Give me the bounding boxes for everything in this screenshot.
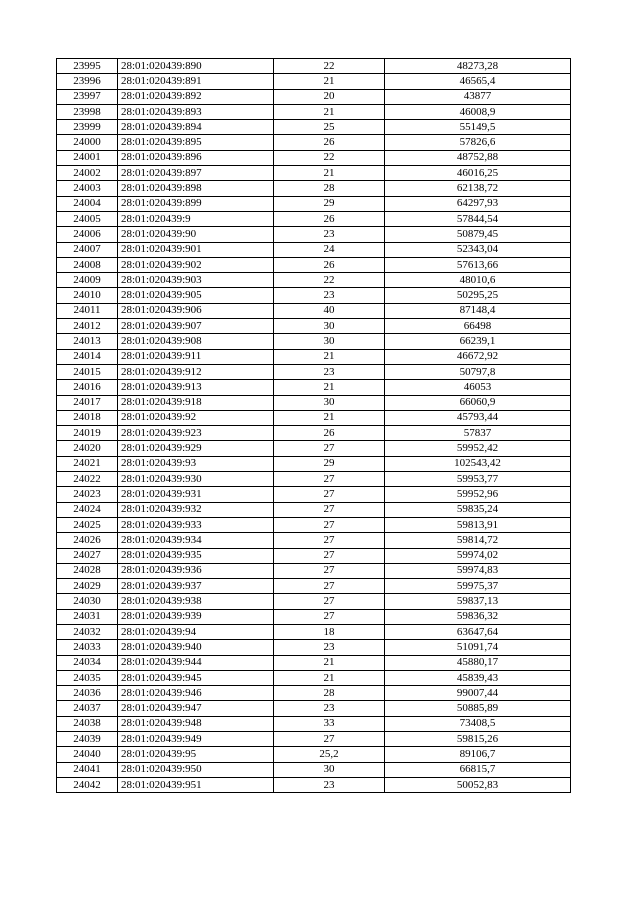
quantity-cell: 23 [274, 227, 385, 242]
row-number-cell: 24039 [57, 732, 118, 747]
table-row [57, 487, 571, 502]
table-row [57, 242, 571, 257]
value-cell: 45880,17 [385, 655, 571, 670]
row-number-cell: 24007 [57, 242, 118, 257]
cadastral-number-cell: 28:01:020439:895 [118, 135, 274, 150]
row-number-cell: 24008 [57, 257, 118, 272]
table-row [57, 319, 571, 334]
quantity-cell: 23 [274, 777, 385, 792]
cadastral-number-cell: 28:01:020439:899 [118, 196, 274, 211]
value-cell: 55149,5 [385, 120, 571, 135]
value-cell: 50797,8 [385, 364, 571, 379]
value-cell: 43877 [385, 89, 571, 104]
value-cell: 57826,6 [385, 135, 571, 150]
row-number-cell: 24002 [57, 166, 118, 181]
table-row [57, 74, 571, 89]
quantity-cell: 30 [274, 334, 385, 349]
value-cell: 59836,32 [385, 609, 571, 624]
value-cell: 59974,02 [385, 548, 571, 563]
value-cell: 59975,37 [385, 579, 571, 594]
table-row [57, 380, 571, 395]
quantity-cell: 22 [274, 273, 385, 288]
cadastral-number-cell: 28:01:020439:912 [118, 364, 274, 379]
cadastral-number-cell: 28:01:020439:913 [118, 380, 274, 395]
cadastral-number-cell: 28:01:020439:938 [118, 594, 274, 609]
row-number-cell: 23996 [57, 74, 118, 89]
value-cell: 64297,93 [385, 196, 571, 211]
value-cell: 51091,74 [385, 640, 571, 655]
value-cell: 59814,72 [385, 533, 571, 548]
cadastral-number-cell: 28:01:020439:907 [118, 319, 274, 334]
cadastral-number-cell: 28:01:020439:92 [118, 410, 274, 425]
value-cell: 45793,44 [385, 410, 571, 425]
quantity-cell: 21 [274, 670, 385, 685]
row-number-cell: 24012 [57, 319, 118, 334]
cadastral-number-cell: 28:01:020439:935 [118, 548, 274, 563]
row-number-cell: 24025 [57, 517, 118, 532]
table-row [57, 104, 571, 119]
row-number-cell: 24031 [57, 609, 118, 624]
cadastral-number-cell: 28:01:020439:898 [118, 181, 274, 196]
table-row [57, 747, 571, 762]
value-cell: 46016,25 [385, 166, 571, 181]
row-number-cell: 23997 [57, 89, 118, 104]
row-number-cell: 24037 [57, 701, 118, 716]
quantity-cell: 27 [274, 548, 385, 563]
row-number-cell: 24040 [57, 747, 118, 762]
row-number-cell: 24030 [57, 594, 118, 609]
quantity-cell: 30 [274, 395, 385, 410]
value-cell: 48273,28 [385, 59, 571, 74]
value-cell: 59952,96 [385, 487, 571, 502]
quantity-cell: 21 [274, 74, 385, 89]
cadastral-number-cell: 28:01:020439:9 [118, 211, 274, 226]
table-row [57, 59, 571, 74]
row-number-cell: 24027 [57, 548, 118, 563]
value-cell: 57837 [385, 426, 571, 441]
quantity-cell: 27 [274, 609, 385, 624]
quantity-cell: 21 [274, 104, 385, 119]
cadastral-number-cell: 28:01:020439:936 [118, 563, 274, 578]
table-row [57, 517, 571, 532]
cadastral-number-cell: 28:01:020439:90 [118, 227, 274, 242]
quantity-cell: 21 [274, 349, 385, 364]
quantity-cell: 27 [274, 472, 385, 487]
quantity-cell: 21 [274, 380, 385, 395]
cadastral-number-cell: 28:01:020439:948 [118, 716, 274, 731]
table-row [57, 181, 571, 196]
row-number-cell: 23995 [57, 59, 118, 74]
value-cell: 63647,64 [385, 624, 571, 639]
row-number-cell: 24029 [57, 579, 118, 594]
table-row [57, 426, 571, 441]
cadastral-number-cell: 28:01:020439:94 [118, 624, 274, 639]
row-number-cell: 23999 [57, 120, 118, 135]
cadastral-number-cell: 28:01:020439:937 [118, 579, 274, 594]
value-cell: 66239,1 [385, 334, 571, 349]
quantity-cell: 21 [274, 655, 385, 670]
row-number-cell: 24033 [57, 640, 118, 655]
table-row [57, 777, 571, 792]
cadastral-number-cell: 28:01:020439:908 [118, 334, 274, 349]
table-row [57, 456, 571, 471]
cadastral-number-cell: 28:01:020439:950 [118, 762, 274, 777]
cadastral-number-cell: 28:01:020439:902 [118, 257, 274, 272]
quantity-cell: 22 [274, 59, 385, 74]
value-cell: 59835,24 [385, 502, 571, 517]
table-row [57, 594, 571, 609]
table-row [57, 273, 571, 288]
row-number-cell: 24020 [57, 441, 118, 456]
value-cell: 59815,26 [385, 732, 571, 747]
cadastral-number-cell: 28:01:020439:940 [118, 640, 274, 655]
row-number-cell: 24035 [57, 670, 118, 685]
table-row [57, 227, 571, 242]
table-row [57, 364, 571, 379]
row-number-cell: 24001 [57, 150, 118, 165]
value-cell: 45839,43 [385, 670, 571, 685]
quantity-cell: 30 [274, 319, 385, 334]
value-cell: 48752,88 [385, 150, 571, 165]
quantity-cell: 27 [274, 517, 385, 532]
table-row [57, 670, 571, 685]
row-number-cell: 24019 [57, 426, 118, 441]
value-cell: 99007,44 [385, 686, 571, 701]
value-cell: 50295,25 [385, 288, 571, 303]
quantity-cell: 29 [274, 196, 385, 211]
table-row [57, 502, 571, 517]
row-number-cell: 23998 [57, 104, 118, 119]
value-cell: 57844,54 [385, 211, 571, 226]
cadastral-number-cell: 28:01:020439:891 [118, 74, 274, 89]
value-cell: 59974,83 [385, 563, 571, 578]
table-row [57, 288, 571, 303]
cadastral-number-cell: 28:01:020439:934 [118, 533, 274, 548]
cadastral-number-cell: 28:01:020439:947 [118, 701, 274, 716]
table-row [57, 548, 571, 563]
row-number-cell: 24022 [57, 472, 118, 487]
table-row [57, 349, 571, 364]
cadastral-number-cell: 28:01:020439:945 [118, 670, 274, 685]
table-body [57, 59, 571, 793]
table-row [57, 579, 571, 594]
table-row [57, 563, 571, 578]
cadastral-number-cell: 28:01:020439:931 [118, 487, 274, 502]
value-cell: 66060,9 [385, 395, 571, 410]
table-row [57, 196, 571, 211]
quantity-cell: 23 [274, 364, 385, 379]
table-row [57, 89, 571, 104]
table-row [57, 686, 571, 701]
row-number-cell: 24018 [57, 410, 118, 425]
row-number-cell: 24003 [57, 181, 118, 196]
quantity-cell: 27 [274, 502, 385, 517]
table-row [57, 257, 571, 272]
cadastral-number-cell: 28:01:020439:93 [118, 456, 274, 471]
value-cell: 50885,89 [385, 701, 571, 716]
table-row [57, 701, 571, 716]
table-row [57, 166, 571, 181]
table-row [57, 655, 571, 670]
table-row [57, 441, 571, 456]
row-number-cell: 24042 [57, 777, 118, 792]
row-number-cell: 24024 [57, 502, 118, 517]
cadastral-number-cell: 28:01:020439:946 [118, 686, 274, 701]
quantity-cell: 25,2 [274, 747, 385, 762]
cadastral-number-cell: 28:01:020439:894 [118, 120, 274, 135]
value-cell: 102543,42 [385, 456, 571, 471]
value-cell: 50879,45 [385, 227, 571, 242]
table-row [57, 135, 571, 150]
quantity-cell: 26 [274, 257, 385, 272]
row-number-cell: 24028 [57, 563, 118, 578]
row-number-cell: 24017 [57, 395, 118, 410]
quantity-cell: 30 [274, 762, 385, 777]
value-cell: 46672,92 [385, 349, 571, 364]
table-row [57, 472, 571, 487]
value-cell: 87148,4 [385, 303, 571, 318]
cadastral-number-cell: 28:01:020439:930 [118, 472, 274, 487]
quantity-cell: 26 [274, 426, 385, 441]
value-cell: 89106,7 [385, 747, 571, 762]
quantity-cell: 27 [274, 441, 385, 456]
cadastral-number-cell: 28:01:020439:932 [118, 502, 274, 517]
value-cell: 46053 [385, 380, 571, 395]
cadastral-number-cell: 28:01:020439:897 [118, 166, 274, 181]
row-number-cell: 24021 [57, 456, 118, 471]
table-row [57, 640, 571, 655]
table-row [57, 732, 571, 747]
quantity-cell: 26 [274, 135, 385, 150]
table-row [57, 410, 571, 425]
cadastral-number-cell: 28:01:020439:949 [118, 732, 274, 747]
cadastral-number-cell: 28:01:020439:923 [118, 426, 274, 441]
value-cell: 73408,5 [385, 716, 571, 731]
row-number-cell: 24014 [57, 349, 118, 364]
quantity-cell: 24 [274, 242, 385, 257]
quantity-cell: 23 [274, 640, 385, 655]
cadastral-number-cell: 28:01:020439:906 [118, 303, 274, 318]
row-number-cell: 24038 [57, 716, 118, 731]
table-row [57, 303, 571, 318]
cadastral-number-cell: 28:01:020439:901 [118, 242, 274, 257]
row-number-cell: 24023 [57, 487, 118, 502]
value-cell: 59952,42 [385, 441, 571, 456]
table-row [57, 624, 571, 639]
value-cell: 66498 [385, 319, 571, 334]
value-cell: 62138,72 [385, 181, 571, 196]
quantity-cell: 33 [274, 716, 385, 731]
cadastral-number-cell: 28:01:020439:951 [118, 777, 274, 792]
quantity-cell: 23 [274, 288, 385, 303]
quantity-cell: 20 [274, 89, 385, 104]
value-cell: 66815,7 [385, 762, 571, 777]
quantity-cell: 27 [274, 594, 385, 609]
row-number-cell: 24004 [57, 196, 118, 211]
table-row [57, 395, 571, 410]
value-cell: 59813,91 [385, 517, 571, 532]
row-number-cell: 24026 [57, 533, 118, 548]
quantity-cell: 27 [274, 732, 385, 747]
cadastral-number-cell: 28:01:020439:929 [118, 441, 274, 456]
cadastral-number-cell: 28:01:020439:933 [118, 517, 274, 532]
table-row [57, 609, 571, 624]
quantity-cell: 27 [274, 487, 385, 502]
cadastral-number-cell: 28:01:020439:893 [118, 104, 274, 119]
row-number-cell: 24041 [57, 762, 118, 777]
row-number-cell: 24013 [57, 334, 118, 349]
quantity-cell: 29 [274, 456, 385, 471]
quantity-cell: 27 [274, 563, 385, 578]
quantity-cell: 27 [274, 533, 385, 548]
cadastral-number-cell: 28:01:020439:939 [118, 609, 274, 624]
table-row [57, 150, 571, 165]
cadastral-number-cell: 28:01:020439:944 [118, 655, 274, 670]
row-number-cell: 24036 [57, 686, 118, 701]
cadastral-number-cell: 28:01:020439:892 [118, 89, 274, 104]
cadastral-number-cell: 28:01:020439:890 [118, 59, 274, 74]
value-cell: 48010,6 [385, 273, 571, 288]
quantity-cell: 27 [274, 579, 385, 594]
row-number-cell: 24011 [57, 303, 118, 318]
row-number-cell: 24009 [57, 273, 118, 288]
cadastral-number-cell: 28:01:020439:911 [118, 349, 274, 364]
value-cell: 57613,66 [385, 257, 571, 272]
table-row [57, 120, 571, 135]
cadastral-number-cell: 28:01:020439:905 [118, 288, 274, 303]
quantity-cell: 25 [274, 120, 385, 135]
table-row [57, 762, 571, 777]
value-cell: 52343,04 [385, 242, 571, 257]
cadastral-number-cell: 28:01:020439:95 [118, 747, 274, 762]
quantity-cell: 26 [274, 211, 385, 226]
quantity-cell: 21 [274, 410, 385, 425]
value-cell: 59837,13 [385, 594, 571, 609]
quantity-cell: 40 [274, 303, 385, 318]
row-number-cell: 24000 [57, 135, 118, 150]
cadastral-number-cell: 28:01:020439:903 [118, 273, 274, 288]
row-number-cell: 24005 [57, 211, 118, 226]
value-cell: 46008,9 [385, 104, 571, 119]
value-cell: 59953,77 [385, 472, 571, 487]
row-number-cell: 24034 [57, 655, 118, 670]
table-row [57, 211, 571, 226]
row-number-cell: 24032 [57, 624, 118, 639]
value-cell: 50052,83 [385, 777, 571, 792]
table-row [57, 334, 571, 349]
table-row [57, 533, 571, 548]
row-number-cell: 24006 [57, 227, 118, 242]
quantity-cell: 18 [274, 624, 385, 639]
table-row [57, 716, 571, 731]
quantity-cell: 21 [274, 166, 385, 181]
row-number-cell: 24010 [57, 288, 118, 303]
value-cell: 46565,4 [385, 74, 571, 89]
quantity-cell: 22 [274, 150, 385, 165]
row-number-cell: 24015 [57, 364, 118, 379]
cadastral-number-cell: 28:01:020439:896 [118, 150, 274, 165]
row-number-cell: 24016 [57, 380, 118, 395]
quantity-cell: 28 [274, 686, 385, 701]
cadastral-value-table [56, 58, 571, 793]
quantity-cell: 28 [274, 181, 385, 196]
cadastral-number-cell: 28:01:020439:918 [118, 395, 274, 410]
quantity-cell: 23 [274, 701, 385, 716]
